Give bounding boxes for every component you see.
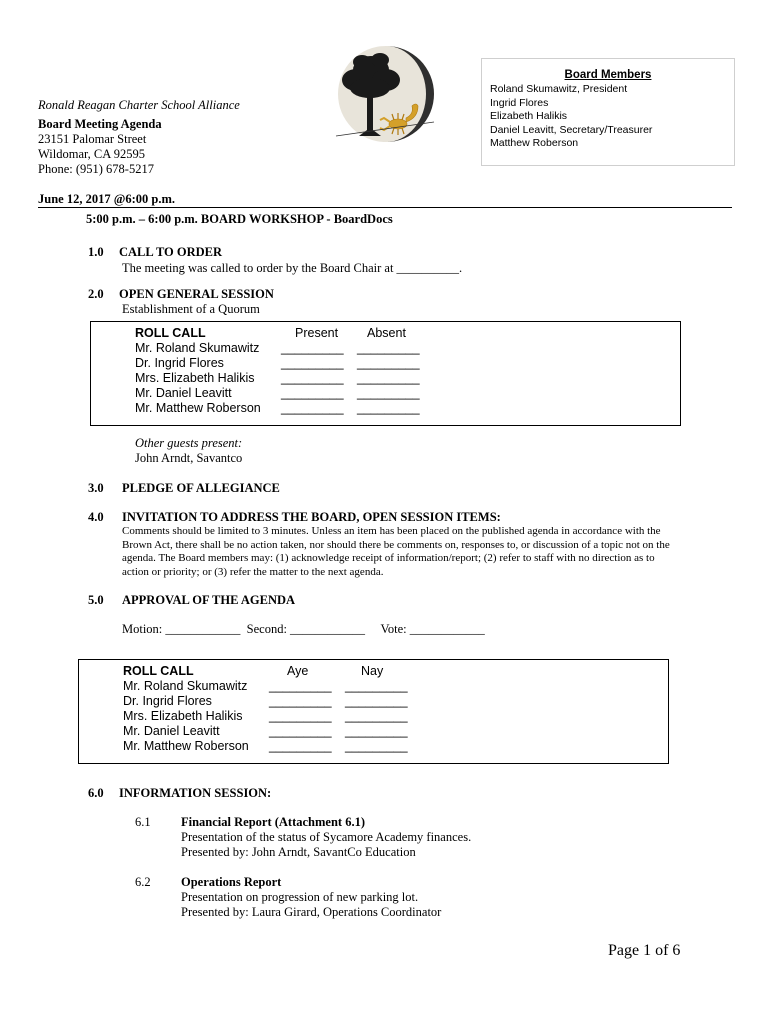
section-4-title: INVITATION TO ADDRESS THE BOARD, OPEN SESSION ITEMS: (122, 510, 501, 524)
absent-blank[interactable]: _________ (357, 356, 420, 370)
roll-call-name: Mr. Matthew Roberson (123, 739, 249, 753)
present-blank[interactable]: _________ (281, 386, 344, 400)
header-divider (38, 207, 732, 208)
section-2-text: Establishment of a Quorum (122, 302, 260, 316)
board-member: Elizabeth Halikis (490, 110, 568, 123)
item-6-1-number: 6.1 (135, 815, 151, 829)
section-1-number: 1.0 (88, 245, 104, 259)
aye-column-header: Aye (287, 664, 309, 678)
roll-call-name: Mrs. Elizabeth Halikis (135, 371, 255, 385)
present-blank[interactable]: _________ (281, 401, 344, 415)
oak-tree-scorpion-logo (326, 44, 438, 148)
section-3-title: PLEDGE OF ALLEGIANCE (122, 481, 280, 495)
roll-call-header: ROLL CALL (135, 326, 206, 340)
section-4-comment: Comments should be limited to 3 minutes. Unless an item has been placed on the published agenda in accordance with the Brown Act, there shall be no action taken, nor should there be comments on, responses to, or discussion of a topic not on the agenda. The Board members may: (1) acknowledge receipt of information/report; (2) refer to staff with no direction as to action or priority; or (3) refer the matter to the next agenda. (122, 525, 670, 578)
board-members-box (481, 58, 735, 166)
board-member: Roland Skumawitz, President (490, 83, 628, 95)
roll-call-name: Mr. Roland Skumawitz (135, 341, 260, 355)
aye-blank[interactable]: _________ (269, 724, 332, 738)
guests-label: Other guests present: (135, 436, 243, 450)
absent-blank[interactable]: _________ (357, 386, 420, 400)
section-6-title: INFORMATION SESSION: (119, 786, 272, 800)
nay-column-header: Nay (361, 664, 384, 678)
present-blank[interactable]: _________ (281, 356, 344, 370)
aye-blank[interactable]: _________ (269, 679, 332, 693)
item-6-1-line-1: Presentation of the status of Sycamore Academy finances. (181, 830, 472, 844)
guests-name: John Arndt, Savantco (135, 451, 243, 465)
roll-call-name: Mr. Matthew Roberson (135, 401, 261, 415)
aye-blank[interactable]: _________ (269, 709, 332, 723)
board-member: Matthew Roberson (490, 137, 579, 150)
present-blank[interactable]: _________ (281, 341, 344, 355)
section-1-title: CALL TO ORDER (119, 245, 223, 259)
section-4-number: 4.0 (88, 510, 104, 524)
roll-call-name: Mr. Daniel Leavitt (123, 724, 220, 738)
nay-blank[interactable]: _________ (345, 694, 408, 708)
item-6-1-title: Financial Report (Attachment 6.1) (181, 815, 365, 829)
item-6-2-title: Operations Report (181, 875, 282, 889)
section-3-number: 3.0 (88, 481, 104, 495)
agenda-title: Board Meeting Agenda (38, 117, 162, 131)
meeting-date: June 12, 2017 @6:00 p.m. (38, 192, 175, 206)
section-6-number: 6.0 (88, 786, 104, 800)
board-member: Daniel Leavitt, Secretary/Treasurer (490, 123, 653, 136)
item-6-1-line-2: Presented by: John Arndt, SavantCo Education (181, 845, 416, 859)
section-5-title: APPROVAL OF THE AGENDA (122, 593, 296, 607)
absent-column-header: Absent (367, 326, 406, 340)
absent-blank[interactable]: _________ (357, 341, 420, 355)
absent-blank[interactable]: _________ (357, 401, 420, 415)
board-member: Ingrid Flores (490, 96, 549, 109)
aye-blank[interactable]: _________ (269, 739, 332, 753)
nay-blank[interactable]: _________ (345, 724, 408, 738)
address-line-1: 23151 Palomar Street (38, 132, 147, 146)
roll-call-name: Dr. Ingrid Flores (135, 356, 224, 370)
item-6-2-number: 6.2 (135, 875, 151, 889)
item-6-2-line-1: Presentation on progression of new parking lot. (181, 890, 419, 904)
org-name: Ronald Reagan Charter School Alliance (38, 98, 240, 112)
phone: Phone: (951) 678-5217 (38, 162, 154, 176)
address-line-2: Wildomar, CA 92595 (38, 147, 145, 161)
nay-blank[interactable]: _________ (345, 739, 408, 753)
roll-call-header: ROLL CALL (123, 664, 194, 678)
section-1-text: The meeting was called to order by the Board Chair at __________. (122, 261, 463, 275)
roll-call-name: Dr. Ingrid Flores (123, 694, 212, 708)
present-blank[interactable]: _________ (281, 371, 344, 385)
section-2-number: 2.0 (88, 287, 104, 301)
section-2-title: OPEN GENERAL SESSION (119, 287, 274, 301)
item-6-2-line-2: Presented by: Laura Girard, Operations Coordinator (181, 905, 442, 919)
roll-call-name: Mr. Daniel Leavitt (135, 386, 232, 400)
roll-call-name: Mrs. Elizabeth Halikis (123, 709, 243, 723)
motion-line[interactable]: Motion: ____________ Second: ____________ Vote: ____________ (122, 622, 485, 636)
present-column-header: Present (295, 326, 339, 340)
board-members-title: Board Members (564, 69, 652, 81)
absent-blank[interactable]: _________ (357, 371, 420, 385)
nay-blank[interactable]: _________ (345, 709, 408, 723)
page-number: Page 1 of 6 (608, 942, 681, 959)
section-5-number: 5.0 (88, 593, 104, 607)
roll-call-name: Mr. Roland Skumawitz (123, 679, 248, 693)
aye-blank[interactable]: _________ (269, 694, 332, 708)
nay-blank[interactable]: _________ (345, 679, 408, 693)
workshop-line: 5:00 p.m. – 6:00 p.m. BOARD WORKSHOP - BoardDocs (86, 212, 393, 226)
